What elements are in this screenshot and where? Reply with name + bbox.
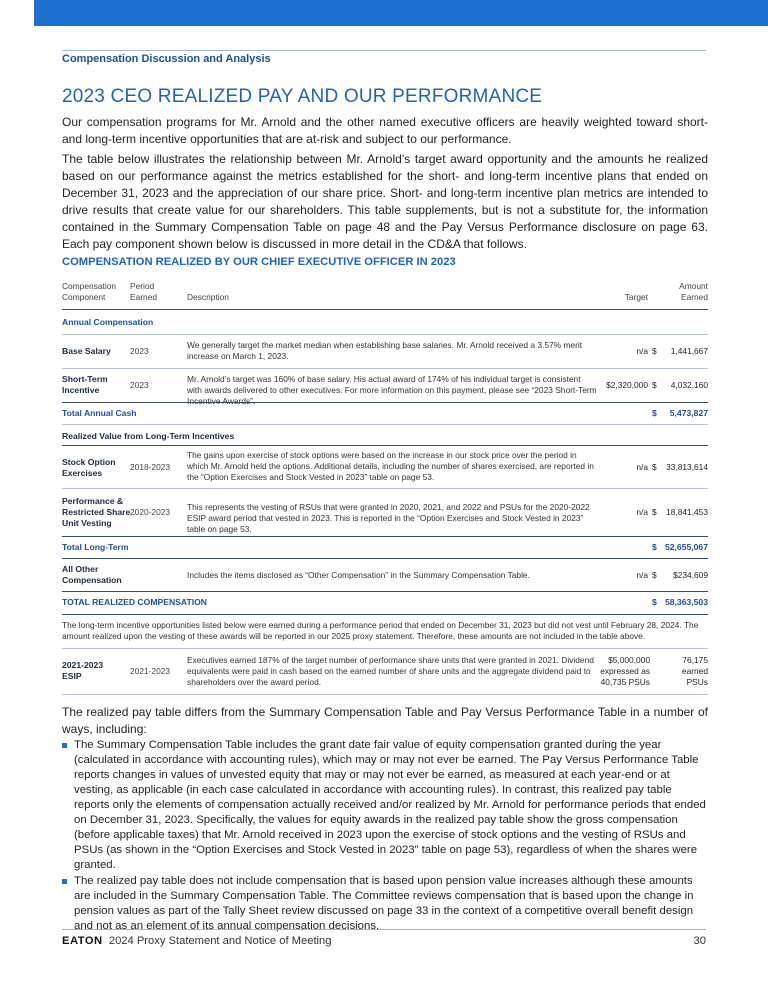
currency-cell: $ (652, 408, 657, 418)
target-cell: n/a (636, 462, 648, 472)
currency-cell: $ (652, 346, 657, 356)
bullet-list (62, 738, 708, 935)
group-label: Realized Value from Long-Term Incentives (62, 431, 235, 441)
amount-cell: $234,609 (673, 570, 708, 580)
table-row-total-long-term (62, 536, 708, 559)
intro-paragraph-1: Our compensation programs for Mr. Arnold and the other named executive officers are heavily weighted toward short- and long-term incentive opportunities that are at-risk and subject to our performance. (62, 115, 708, 146)
component-cell: Short-Term Incentive (62, 374, 108, 395)
total-label: Total Annual Cash (62, 408, 137, 418)
currency-cell: $ (652, 462, 657, 472)
target-cell: n/a (636, 346, 648, 356)
target-cell: n/a (636, 507, 648, 517)
currency-cell: $ (652, 380, 657, 390)
component-cell: Base Salary (62, 346, 111, 356)
page-title: 2023 CEO REALIZED PAY AND OUR PERFORMANCE (62, 86, 543, 107)
outro-paragraph: The realized pay table differs from the Summary Compensation Table and Pay Versus Performance Table in a number of ways, including: (62, 705, 708, 736)
bullet-square-icon (62, 879, 67, 884)
header-description: Description (187, 292, 229, 302)
header-rule (62, 50, 706, 51)
description-cell: Mr. Arnold’s target was 160% of base salary. His actual award of 174% of his individual target is consistent with awards delivered to other executives. For more information on this payment, please see “2023 Short-Term Incentive Awards”. (187, 374, 597, 406)
bullet-square-icon (62, 743, 67, 748)
component-cell: All Other Compensation (62, 564, 122, 585)
amount-cell: 1,441,667 (670, 346, 708, 356)
page-number: 30 (693, 935, 706, 947)
top-color-bar (34, 0, 768, 26)
target-cell: $2,320,000 (606, 380, 648, 390)
description-cell: We generally target the market median when establishing base salaries. Mr. Arnold received a 3.57% merit increase on March 1, 2023. (187, 340, 583, 361)
section-label: Compensation Discussion and Analysis (62, 53, 271, 65)
total-label: TOTAL REALIZED COMPENSATION (62, 597, 207, 607)
amount-cell: 52,655,067 (664, 542, 708, 552)
amount-cell: 58,363,503 (664, 597, 708, 607)
period-cell: 2023 (130, 380, 149, 390)
table-note: The long-term incentive opportunities listed below were earned during a performance period that ended on December 31, 2023 but did not vest until February 28, 2024. The amount realized upon the vesting of these awards will be reported in our 2025 proxy statement. Therefore, these amounts are not included in the table above. (62, 620, 699, 641)
eaton-logo: EATON (62, 935, 103, 947)
table-row-share-unit-vesting (62, 488, 708, 537)
target-cell: n/a (636, 570, 648, 580)
component-cell: 2021-2023 ESIP (62, 660, 104, 681)
table-row-esip (62, 648, 708, 695)
currency-cell: $ (652, 597, 657, 607)
footer-document-title: 2024 Proxy Statement and Notice of Meeting (108, 935, 332, 947)
header-amount: Amount Earned (679, 281, 708, 302)
amount-cell: 18,841,453 (666, 507, 708, 517)
target-cell: $5,000,000 expressed as 40,735 PSUs (600, 655, 650, 687)
component-cell: Stock Option Exercises (62, 457, 116, 478)
group-row-annual (62, 309, 708, 336)
amount-cell: 5,473,827 (669, 408, 708, 418)
period-cell: 2018-2023 (130, 462, 171, 472)
description-cell: Executives earned 187% of the target number of performance share units that were granted in 2021. Dividend equivalents were paid in cash based on the earned number of share units and the aggregate dividend paid to shareholders over the award period. (187, 655, 594, 687)
header-component: Compensation Component (62, 281, 117, 302)
table-row-stock-options (62, 445, 708, 489)
header-period: Period Earned (130, 281, 158, 302)
amount-cell: 76,175 earned PSUs (681, 655, 708, 687)
period-cell: 2023 (130, 346, 149, 356)
table-row-base-salary (62, 334, 708, 369)
table-row-total-annual (62, 402, 708, 425)
description-cell: The gains upon exercise of stock options were based on the increase in our stock price over the period in which Mr. Arnold held the options. Additional details, including the number of shares exercised, are reported in the “Option Exercises and Stock Vested in 2023” table on page 53. (187, 450, 594, 482)
amount-cell: 4,032,160 (670, 380, 708, 390)
currency-cell: $ (652, 542, 657, 552)
currency-cell: $ (652, 507, 657, 517)
header-target: Target (624, 292, 648, 302)
table-title: COMPENSATION REALIZED BY OUR CHIEF EXECUTIVE OFFICER IN 2023 (62, 256, 456, 268)
table-row-short-term-incentive (62, 368, 708, 406)
period-cell: 2020-2023 (130, 507, 171, 517)
table-row-all-other (62, 558, 708, 592)
footer-rule (62, 929, 706, 930)
amount-cell: 33,813,614 (666, 462, 708, 472)
component-cell: Performance & Restricted Share Unit Vesting (62, 496, 131, 528)
group-row-long-term (62, 424, 708, 446)
group-label: Annual Compensation (62, 317, 154, 327)
list-item: The realized pay table does not include compensation that is based upon pension value increases although these amounts are included in the Summary Compensation Table. The Committee reviews compensation that is based upon the change in pension values as part of the Tally Sheet review discussed on page 33 in the context of a competitive overall benefit design and not as an element of its annual compensation decisions. (62, 874, 708, 934)
currency-cell: $ (652, 570, 657, 580)
description-cell: This represents the vesting of RSUs that were granted in 2020, 2021, and 2022 and PSUs for the 2020-2022 ESIP award period that vested in 2023. This is reported in the “Option Exercises and Stock Vested in 2023” table on page 53. (187, 502, 590, 534)
list-item: The Summary Compensation Table includes the grant date fair value of equity compensation granted during the year (calculated in accordance with accounting rules), which may or may not ever be earned. The Pay Versus Performance Table reports changes in values of unvested equity that may or may not ever be earned, as measured at each year-end or at vesting, as applicable (in each case calculated in accordance with accounting rules). In contrast, this realized pay table reports only the elements of compensation actually received and/or realized by Mr. Arnold for performance periods that ended on December 31, 2023. Specifically, the values for equity awards in the realized pay table show the gross compensation (before applicable taxes) that Mr. Arnold received in 2023 upon the exercise of stock options and the vesting of RSUs and PSUs (as shown in the “Option Exercises and Stock Vested in 2023” table on page 53), regardless of when the shares were granted. (62, 738, 708, 873)
footer (62, 935, 331, 947)
period-cell: 2021-2023 (130, 666, 171, 676)
table-row-total-realized (62, 591, 708, 615)
total-label: Total Long-Term (62, 542, 129, 552)
description-cell: Includes the items disclosed as “Other Compensation” in the Summary Compensation Table. (187, 570, 530, 580)
intro-paragraph-2: The table below illustrates the relationship between Mr. Arnold’s target award opportunity and the amounts he realized based on our performance against the metrics established for the short- and long-term incentive plans that ended on December 31, 2023 and the appreciation of our share price. Short- and long-term incentive plan metrics are intended to drive results that create value for our shareholders. This table supplements, but is not a substitute for, the information contained in the Summary Compensation Table on page 48 and the Pay Versus Performance disclosure on page 63. Each pay component shown below is discussed in more detail in the CD&A that follows. (62, 152, 708, 251)
